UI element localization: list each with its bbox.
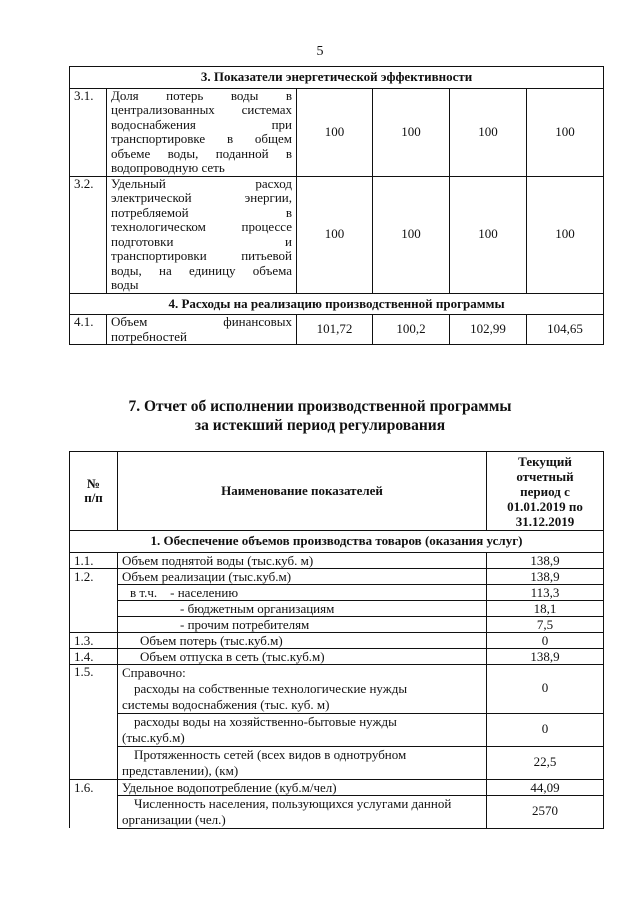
header-row (70, 452, 604, 531)
table-row (70, 648, 604, 664)
text-line: технологическом процессе (111, 219, 292, 234)
text-line: водоснабжения при (111, 116, 292, 132)
value-cell: 0 (487, 713, 604, 746)
table-row (70, 600, 604, 616)
header-text: 01.01.2019 по (507, 498, 583, 514)
text-line: потребляемой в (111, 204, 292, 220)
text-line: представлении), (км) (122, 762, 239, 778)
text-line: расходы воды на хозяйственно-бытовые нужды (134, 713, 397, 729)
text-line: системы водоснабжения (тыс. куб. м) (122, 696, 330, 712)
header-text: отчетный (516, 468, 574, 484)
indicator-name: - бюджетным организациям (118, 600, 487, 616)
text-line: объеме воды, поданной в (111, 145, 292, 161)
table-row (70, 713, 604, 746)
row-number: 3.1. (70, 88, 107, 176)
text-line: Численность населения, пользующихся услугами данной (134, 795, 452, 811)
section-heading-line-1: 7. Отчет об исполнении производственной программы (128, 398, 512, 415)
header-text: период с (520, 483, 570, 499)
value-cell: 102,99 (450, 315, 527, 345)
value-cell: 113,3 (487, 584, 604, 600)
row-number: 3.2. (70, 176, 107, 293)
prefix-text: в т.ч. (130, 584, 158, 600)
value-cell: 101,72 (297, 315, 373, 345)
text-line: воды, на единицу объема (111, 262, 292, 278)
page-number: 5 (316, 44, 324, 59)
header-text: Текущий (518, 453, 572, 469)
header-name: Наименование показателей (118, 452, 487, 531)
value-cell: 0 (487, 664, 604, 713)
text-line: организации (чел.) (122, 811, 226, 827)
text-line: расходы на собственные технологические нужды (134, 680, 408, 696)
indicator-name: Объем отпуска в сеть (тыс.куб.м) (118, 648, 487, 664)
section-4-row (70, 293, 604, 315)
indicator-name (118, 746, 487, 779)
indicator-name: Объем реализации (тыс.куб.м) (118, 568, 487, 584)
indicator-name: - прочим потребителям (118, 616, 487, 632)
value-cell: 18,1 (487, 600, 604, 616)
section-3-title: 3. Показатели энергетической эффективности (70, 67, 604, 89)
indicator-name (118, 584, 487, 600)
text-line: Протяженность сетей (всех видов в однотрубном (134, 746, 407, 762)
program-report-table (69, 451, 604, 829)
table-row (70, 568, 604, 584)
value-cell: 100 (373, 88, 450, 176)
indicator-name (118, 713, 487, 746)
table-row (70, 616, 604, 632)
section-1-title: 1. Обеспечение объемов производства товаров (оказания услуг) (70, 531, 604, 553)
table-row (70, 779, 604, 795)
indicator-name (118, 664, 487, 713)
table-row (70, 664, 604, 713)
text-line: подготовки и (111, 233, 292, 249)
row-number: 1.6. (70, 779, 118, 828)
table-row (70, 795, 604, 828)
row-number: 4.1. (70, 315, 107, 345)
value-cell: 2570 (487, 795, 604, 828)
text-line: Справочно: (122, 664, 186, 680)
value-cell: 44,09 (487, 779, 604, 795)
indicator-name: Удельное водопотребление (куб.м/чел) (118, 779, 487, 795)
value-cell: 0 (487, 632, 604, 648)
table-row (70, 746, 604, 779)
value-cell: 100 (527, 88, 604, 176)
section-1-row (70, 531, 604, 553)
table-row (70, 632, 604, 648)
value-cell: 100 (450, 88, 527, 176)
value-cell: 100 (297, 88, 373, 176)
section-4-title: 4. Расходы на реализацию производственной программы (70, 293, 604, 315)
section-3-row (70, 67, 604, 89)
indicator-name (107, 315, 297, 345)
energy-efficiency-table (69, 66, 604, 345)
row-number: 1.3. (70, 632, 118, 648)
text-line: потребностей (111, 328, 187, 344)
text-line: Удельный расход (111, 175, 292, 191)
indicator-name: Объем поднятой воды (тыс.куб. м) (118, 552, 487, 568)
value-cell: 138,9 (487, 552, 604, 568)
header-period (487, 452, 604, 531)
text-line: Объем финансовых (111, 314, 292, 329)
value-cell: 100,2 (373, 315, 450, 345)
value-cell: 100 (373, 176, 450, 293)
indicator-name (107, 176, 297, 293)
table-row (70, 88, 604, 176)
value-cell: 7,5 (487, 616, 604, 632)
text-line: транспортировке в общем (111, 131, 292, 146)
value-cell: 100 (450, 176, 527, 293)
header-text: 31.12.2019 (515, 513, 575, 529)
text-line: электрической энергии, (111, 190, 292, 205)
subitem-text: - населению (170, 584, 239, 600)
table-row (70, 584, 604, 600)
table-row (70, 315, 604, 345)
text-line: централизованных системах (111, 102, 292, 117)
header-num (70, 452, 118, 531)
header-text: № (86, 475, 101, 491)
value-cell: 100 (297, 176, 373, 293)
indicator-name: Объем потерь (тыс.куб.м) (118, 632, 487, 648)
table-row (70, 552, 604, 568)
value-cell: 104,65 (527, 315, 604, 345)
indicator-name (107, 88, 297, 176)
value-cell: 100 (527, 176, 604, 293)
text-line: Доля потерь воды в (111, 87, 292, 103)
section-heading-line-2: за истекший период регулирования (194, 417, 446, 434)
row-number: 1.5. (70, 664, 118, 779)
text-line: транспортировки питьевой (111, 248, 292, 263)
value-cell: 138,9 (487, 648, 604, 664)
value-cell: 22,5 (487, 746, 604, 779)
text-line: (тыс.куб.м) (122, 729, 185, 745)
row-number: 1.2. (70, 568, 118, 632)
text-line: воды (111, 277, 139, 292)
row-number: 1.1. (70, 552, 118, 568)
row-number: 1.4. (70, 648, 118, 664)
text-line: водопроводную сеть (111, 160, 225, 175)
table-row (70, 176, 604, 293)
value-cell: 138,9 (487, 568, 604, 584)
header-text: п/п (84, 490, 103, 505)
indicator-name (118, 795, 487, 828)
